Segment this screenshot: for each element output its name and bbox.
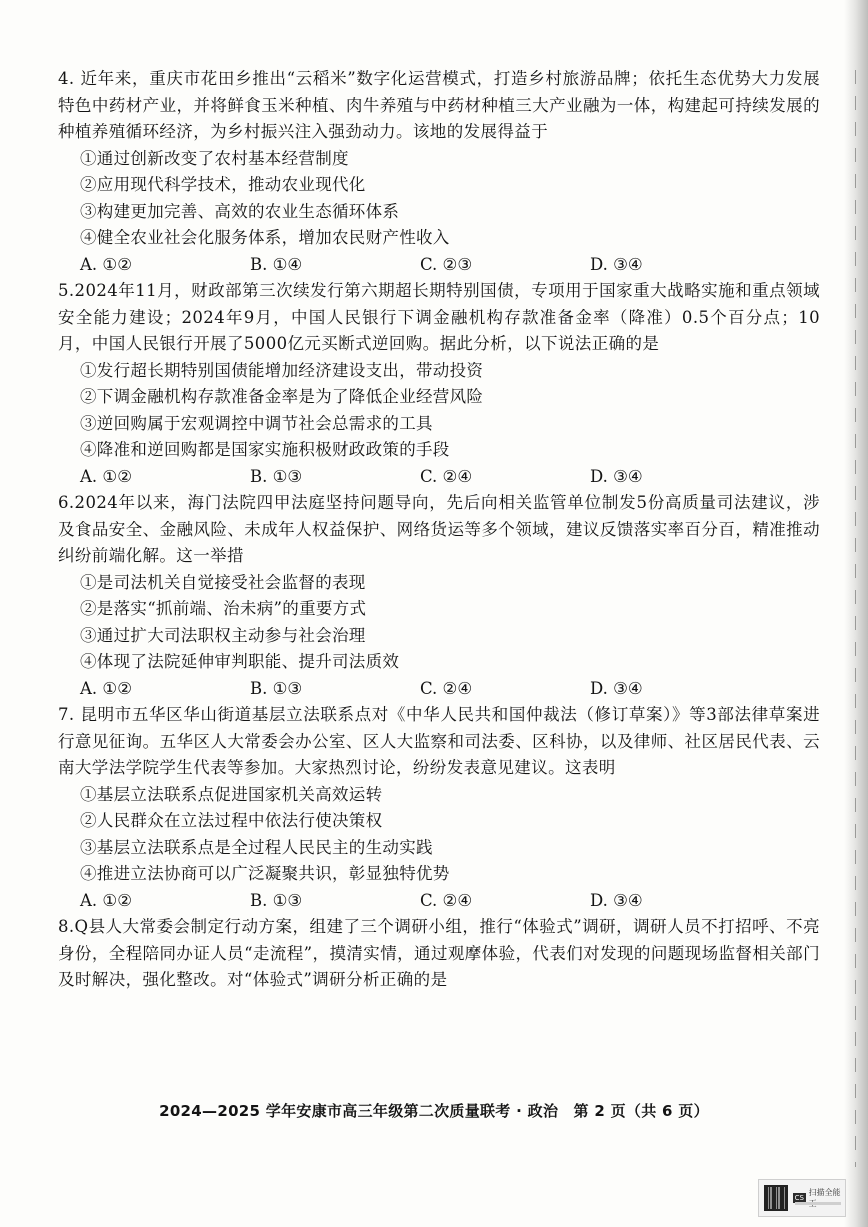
question-stem: 4. 近年来，重庆市花田乡推出“云稻米”数字化运营模式，打造乡村旅游品牌；依托生态优势大力发展特色中药材产业，并将鲜食玉米种植、肉牛养殖与中药材种植三大产业融为一体，构建起可持续发展的种植养殖循环经济，为乡村振兴注入强劲动力。该地的发展得益于 [58, 69, 820, 141]
statement: ②下调金融机构存款准备金率是为了降低企业经营风险 [80, 387, 484, 406]
statement: ④降准和逆回购都是国家实施积极财政政策的手段 [80, 440, 450, 459]
question-number: 7. [58, 705, 75, 724]
question-4 [58, 66, 820, 278]
option-b: B. ①③ [250, 678, 303, 698]
question-7 [58, 702, 820, 914]
question-8 [58, 914, 820, 994]
option-d: D. ③④ [590, 890, 643, 910]
question-number: 5. [58, 281, 75, 300]
option-a: A. ①② [80, 890, 132, 910]
question-number: 4. [58, 69, 75, 88]
question-6 [58, 490, 820, 702]
question-number: 6. [58, 493, 75, 512]
statement: ④体现了法院延伸审判职能、提升司法质效 [80, 652, 400, 671]
qr-code-icon [764, 1185, 788, 1211]
question-list [58, 66, 820, 994]
statement: ②应用现代科学技术，推动农业现代化 [80, 175, 366, 194]
question-stem: 6.2024年以来，海门法院四甲法庭坚持问题导向，先后向相关监管单位制发5份高质量司法建议，涉及食品安全、金融风险、未成年人权益保护、网络货运等多个领域，建议反馈落实率百分百，精准推动纠纷前端化解。这一举措 [58, 493, 820, 565]
statement: ④健全农业社会化服务体系，增加农民财产性收入 [80, 228, 450, 247]
badge-subtext-line [795, 1202, 841, 1205]
question-stem: 7. 昆明市五华区华山街道基层立法联系点对《中华人民共和国仲裁法（修订草案）》等3部法律草案进行意见征询。五华区人大常委会办公室、区人大监察和司法委、区科协，以及律师、社区居民代表、云南大学法学院学生代表等参加。大家热烈讨论，纷纷发表意见建议。这表明 [58, 705, 820, 777]
statement: ④推进立法协商可以广泛凝聚共识，彰显独特优势 [80, 864, 450, 883]
option-d: D. ③④ [590, 678, 643, 698]
option-c: C. ②④ [420, 466, 473, 486]
answer-options [58, 464, 820, 491]
statement: ③构建更加完善、高效的农业生态循环体系 [80, 201, 400, 221]
statement: ③通过扩大司法职权主动参与社会治理 [80, 625, 366, 645]
question-stem: 8.Q县人大常委会制定行动方案，组建了三个调研小组，推行“体验式”调研，调研人员不打招呼、不亮身份，全程陪同办证人员“走流程”，摸清实情，通过观摩体验，代表们对发现的问题现场监督相关部门及时解决，强化整改。对“体验式”调研分析正确的是 [58, 917, 820, 989]
scan-edge [844, 0, 868, 1227]
statement: ②人民群众在立法过程中依法行使决策权 [80, 811, 383, 830]
question-5 [58, 278, 820, 490]
page-footer: 2024—2025 学年安康市高三年级第二次质量联考 · 政治 第 2 页（共 6 页） [159, 1102, 709, 1120]
answer-options [58, 676, 820, 703]
option-b: B. ①③ [250, 890, 303, 910]
statement: ①通过创新改变了农村基本经营制度 [80, 148, 349, 168]
option-c: C. ②④ [420, 890, 473, 910]
option-d: D. ③④ [590, 254, 643, 274]
option-d: D. ③④ [590, 466, 643, 486]
statement: ①发行超长期特别国债能增加经济建设支出，带动投资 [80, 360, 484, 380]
option-a: A. ①② [80, 254, 132, 274]
option-b: B. ①③ [250, 466, 303, 486]
option-a: A. ①② [80, 466, 132, 486]
cs-logo: CS [794, 1194, 804, 1202]
option-c: C. ②③ [420, 254, 473, 274]
option-a: A. ①② [80, 678, 132, 698]
statement: ①基层立法联系点促进国家机关高效运转 [80, 784, 383, 804]
question-number: 8. [58, 917, 75, 936]
answer-options [58, 252, 820, 279]
scanner-brand: 扫描全能 [808, 1188, 841, 1197]
question-stem: 5.2024年11月，财政部第三次续发行第六期超长期特别国债，专项用于国家重大战略实施和重点领域安全能力建设；2024年9月，中国人民银行下调金融机构存款准备金率（降准）0.5个百分点；10月，中国人民银行开展了5000亿元买断式逆回购。据此分析，以下说法正确的是 [58, 281, 820, 353]
answer-options [58, 888, 820, 915]
option-c: C. ②④ [420, 678, 473, 698]
scanner-watermark-badge [758, 1179, 846, 1217]
statement: ②是落实“抓前端、治未病”的重要方式 [80, 599, 367, 618]
statement: ③基层立法联系点是全过程人民民主的生动实践 [80, 837, 433, 857]
option-b: B. ①④ [250, 254, 303, 274]
statement: ③逆回购属于宏观调控中调节社会总需求的工具 [80, 413, 433, 433]
statement: ①是司法机关自觉接受社会监督的表现 [80, 572, 366, 592]
